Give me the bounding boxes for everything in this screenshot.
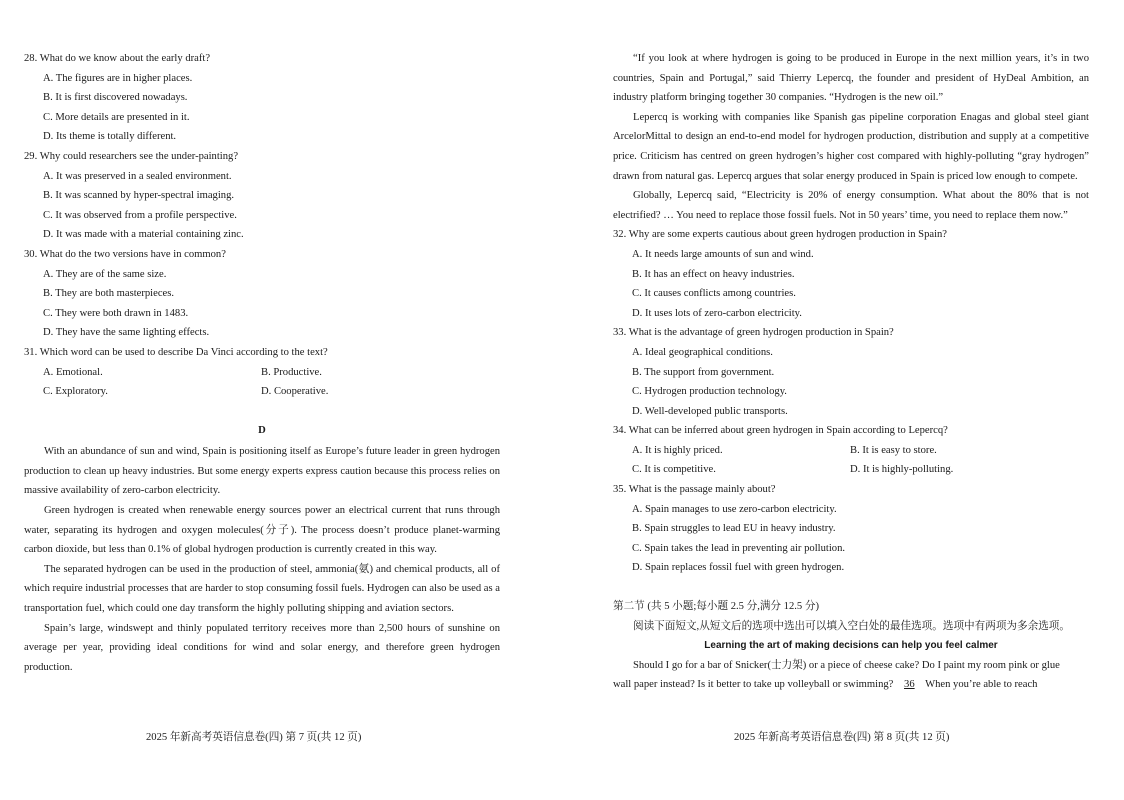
question-29-option-b: B. It was scanned by hyper-spectral imaging. bbox=[43, 190, 235, 202]
passage-line-2-end: When you’re able to reach bbox=[925, 679, 1038, 691]
question-32-option-c: C. It causes conflicts among countries. bbox=[632, 288, 796, 300]
question-30-stem: 30. What do the two versions have in common? bbox=[24, 248, 226, 260]
question-35-option-b: B. Spain struggles to lead EU in heavy industry. bbox=[632, 523, 836, 535]
blank-36: 36 bbox=[904, 679, 915, 691]
passage-d-paragraph-6: Lepercq is working with companies like Spanish gas pipeline corporation Enagas and global steel giant ArcelorMittal to design an end-to-end model for hydrogen production, distribution and supply at a competitive price. Criticism has centred on green hydrogen’s higher cost compared with highly-polluting “gray hydrogen” drawn from natural gas. Lepercq argues that solar energy produced in Spain is priced low enough to compete. bbox=[613, 111, 1089, 182]
passage-d-paragraph-3: The separated hydrogen can be used in the production of steel, ammonia(氨) and chemical products, all of which require industrial processes that are harder to stop consuming fossil fuels. Hydrogen can also be used as a transportation fuel, which could one day transform the highly polluting shipping and aviation sectors. bbox=[24, 563, 500, 615]
question-28-option-c: C. More details are presented in it. bbox=[43, 111, 190, 123]
question-29-stem: 29. Why could researchers see the under-painting? bbox=[24, 150, 239, 162]
question-34-stem: 34. What can be inferred about green hydrogen in Spain according to Lepercq? bbox=[613, 425, 948, 437]
question-30-option-b: B. They are both masterpieces. bbox=[43, 288, 175, 300]
question-34-options-row-1 bbox=[613, 441, 1089, 461]
section-d-heading: D bbox=[258, 424, 266, 436]
question-34-option-b: B. It is easy to store. bbox=[850, 444, 937, 456]
passage-d-paragraph-4: Spain’s large, windswept and thinly populated territory receives more than 2,500 hours of sunshine on average per year, providing ideal conditions for wind and solar energy, and therefore green hydrogen production. bbox=[24, 622, 500, 673]
question-28-option-a: A. The figures are in higher places. bbox=[43, 72, 193, 84]
question-34-option-d: D. It is highly-polluting. bbox=[850, 464, 954, 476]
question-33-stem: 33. What is the advantage of green hydrogen production in Spain? bbox=[613, 327, 894, 339]
question-35-option-c: C. Spain takes the lead in preventing air pollution. bbox=[632, 542, 846, 554]
question-33-option-a: A. Ideal geographical conditions. bbox=[632, 346, 773, 358]
passage-d-paragraph-2: Green hydrogen is created when renewable energy sources power an electrical current that runs through water, separating its hydrogen and oxygen molecules(分子). The process doesn’t produce planet-warming carbon dioxide, but less than 0.1% of global hydrogen production is currently created in this way. bbox=[24, 505, 500, 556]
question-31-option-a: A. Emotional. bbox=[43, 366, 103, 378]
question-31-options-row-1 bbox=[24, 363, 500, 383]
section-2-heading: 第二节 (共 5 小题;每小题 2.5 分,满分 12.5 分) bbox=[613, 601, 819, 613]
question-34-option-a: A. It is highly priced. bbox=[632, 444, 723, 456]
question-35-option-a: A. Spain manages to use zero-carbon electricity. bbox=[632, 503, 837, 515]
question-30-option-a: A. They are of the same size. bbox=[43, 268, 167, 280]
footer-page-8: 2025 年新高考英语信息卷(四) 第 8 页(共 12 页) bbox=[734, 732, 950, 743]
question-32-option-d: D. It uses lots of zero-carbon electricity. bbox=[632, 307, 802, 319]
question-29-option-d: D. It was made with a material containing zinc. bbox=[43, 229, 244, 241]
question-33-option-d: D. Well-developed public transports. bbox=[632, 405, 788, 417]
question-28-option-b: B. It is first discovered nowadays. bbox=[43, 92, 188, 104]
question-34-option-c: C. It is competitive. bbox=[632, 464, 716, 476]
passage-d-paragraph-5: “If you look at where hydrogen is going to be produced in Europe in the next million years, it’s in two countries, Spain and Portugal,” said Thierry Lepercq, the founder and president of HyDeal Ambition, an industry platform bringing together 30 companies. “Hydrogen is the new oil.” bbox=[613, 53, 1089, 104]
question-35-option-d: D. Spain replaces fossil fuel with green hydrogen. bbox=[632, 562, 845, 574]
question-29-option-c: C. It was observed from a profile perspective. bbox=[43, 209, 237, 221]
passage-d-paragraph-1: With an abundance of sun and wind, Spain is positioning itself as Europe’s future leader in green hydrogen production to clean up heavy industries. But some energy experts express caution because this process relies on massive availability of zero-carbon electricity. bbox=[24, 446, 500, 497]
question-35-stem: 35. What is the passage mainly about? bbox=[613, 484, 776, 496]
question-30-option-d: D. They have the same lighting effects. bbox=[43, 327, 210, 339]
left-page-column bbox=[24, 49, 500, 677]
question-32-option-a: A. It needs large amounts of sun and wind. bbox=[632, 248, 814, 260]
question-34-options-row-2 bbox=[613, 460, 1089, 480]
question-31-option-c: C. Exploratory. bbox=[43, 386, 108, 398]
passage-line-2-start: wall paper instead? Is it better to take up volleyball or swimming? bbox=[613, 679, 894, 691]
right-page-column bbox=[613, 49, 1089, 695]
question-31-stem: 31. Which word can be used to describe Da Vinci according to the text? bbox=[24, 346, 328, 358]
passage-line-1: Should I go for a bar of Snicker(士力架) or a piece of cheese cake? Do I paint my room pink or glue bbox=[633, 659, 1060, 671]
question-28-stem: 28. What do we know about the early draft? bbox=[24, 53, 211, 64]
question-28-option-d: D. Its theme is totally different. bbox=[43, 131, 177, 143]
question-32-option-b: B. It has an effect on heavy industries. bbox=[632, 268, 795, 280]
question-29-option-a: A. It was preserved in a sealed environment. bbox=[43, 170, 232, 182]
passage-title: Learning the art of making decisions can help you feel calmer bbox=[704, 640, 998, 652]
section-2-instructions: 阅读下面短文,从短文后的选项中选出可以填入空白处的最佳选项。选项中有两项为多余选项。 bbox=[633, 620, 1070, 632]
question-33-option-b: B. The support from government. bbox=[632, 366, 775, 378]
footer-page-7: 2025 年新高考英语信息卷(四) 第 7 页(共 12 页) bbox=[146, 732, 362, 743]
question-31-options-row-2 bbox=[24, 382, 500, 402]
question-31-option-d: D. Cooperative. bbox=[261, 386, 329, 398]
section-spacer bbox=[613, 578, 1089, 597]
passage-line-2 bbox=[613, 675, 1089, 695]
question-33-option-c: C. Hydrogen production technology. bbox=[632, 386, 787, 398]
passage-d-paragraph-7: Globally, Lepercq said, “Electricity is 20% of energy consumption. What about the 80% that is not electrified? … You need to replace those fossil fuels. Not in 50 years’ time, you need to replace them now.” bbox=[613, 190, 1089, 221]
question-31-option-b: B. Productive. bbox=[261, 366, 322, 378]
question-32-stem: 32. Why are some experts cautious about green hydrogen production in Spain? bbox=[613, 229, 948, 241]
question-30-option-c: C. They were both drawn in 1483. bbox=[43, 307, 189, 319]
